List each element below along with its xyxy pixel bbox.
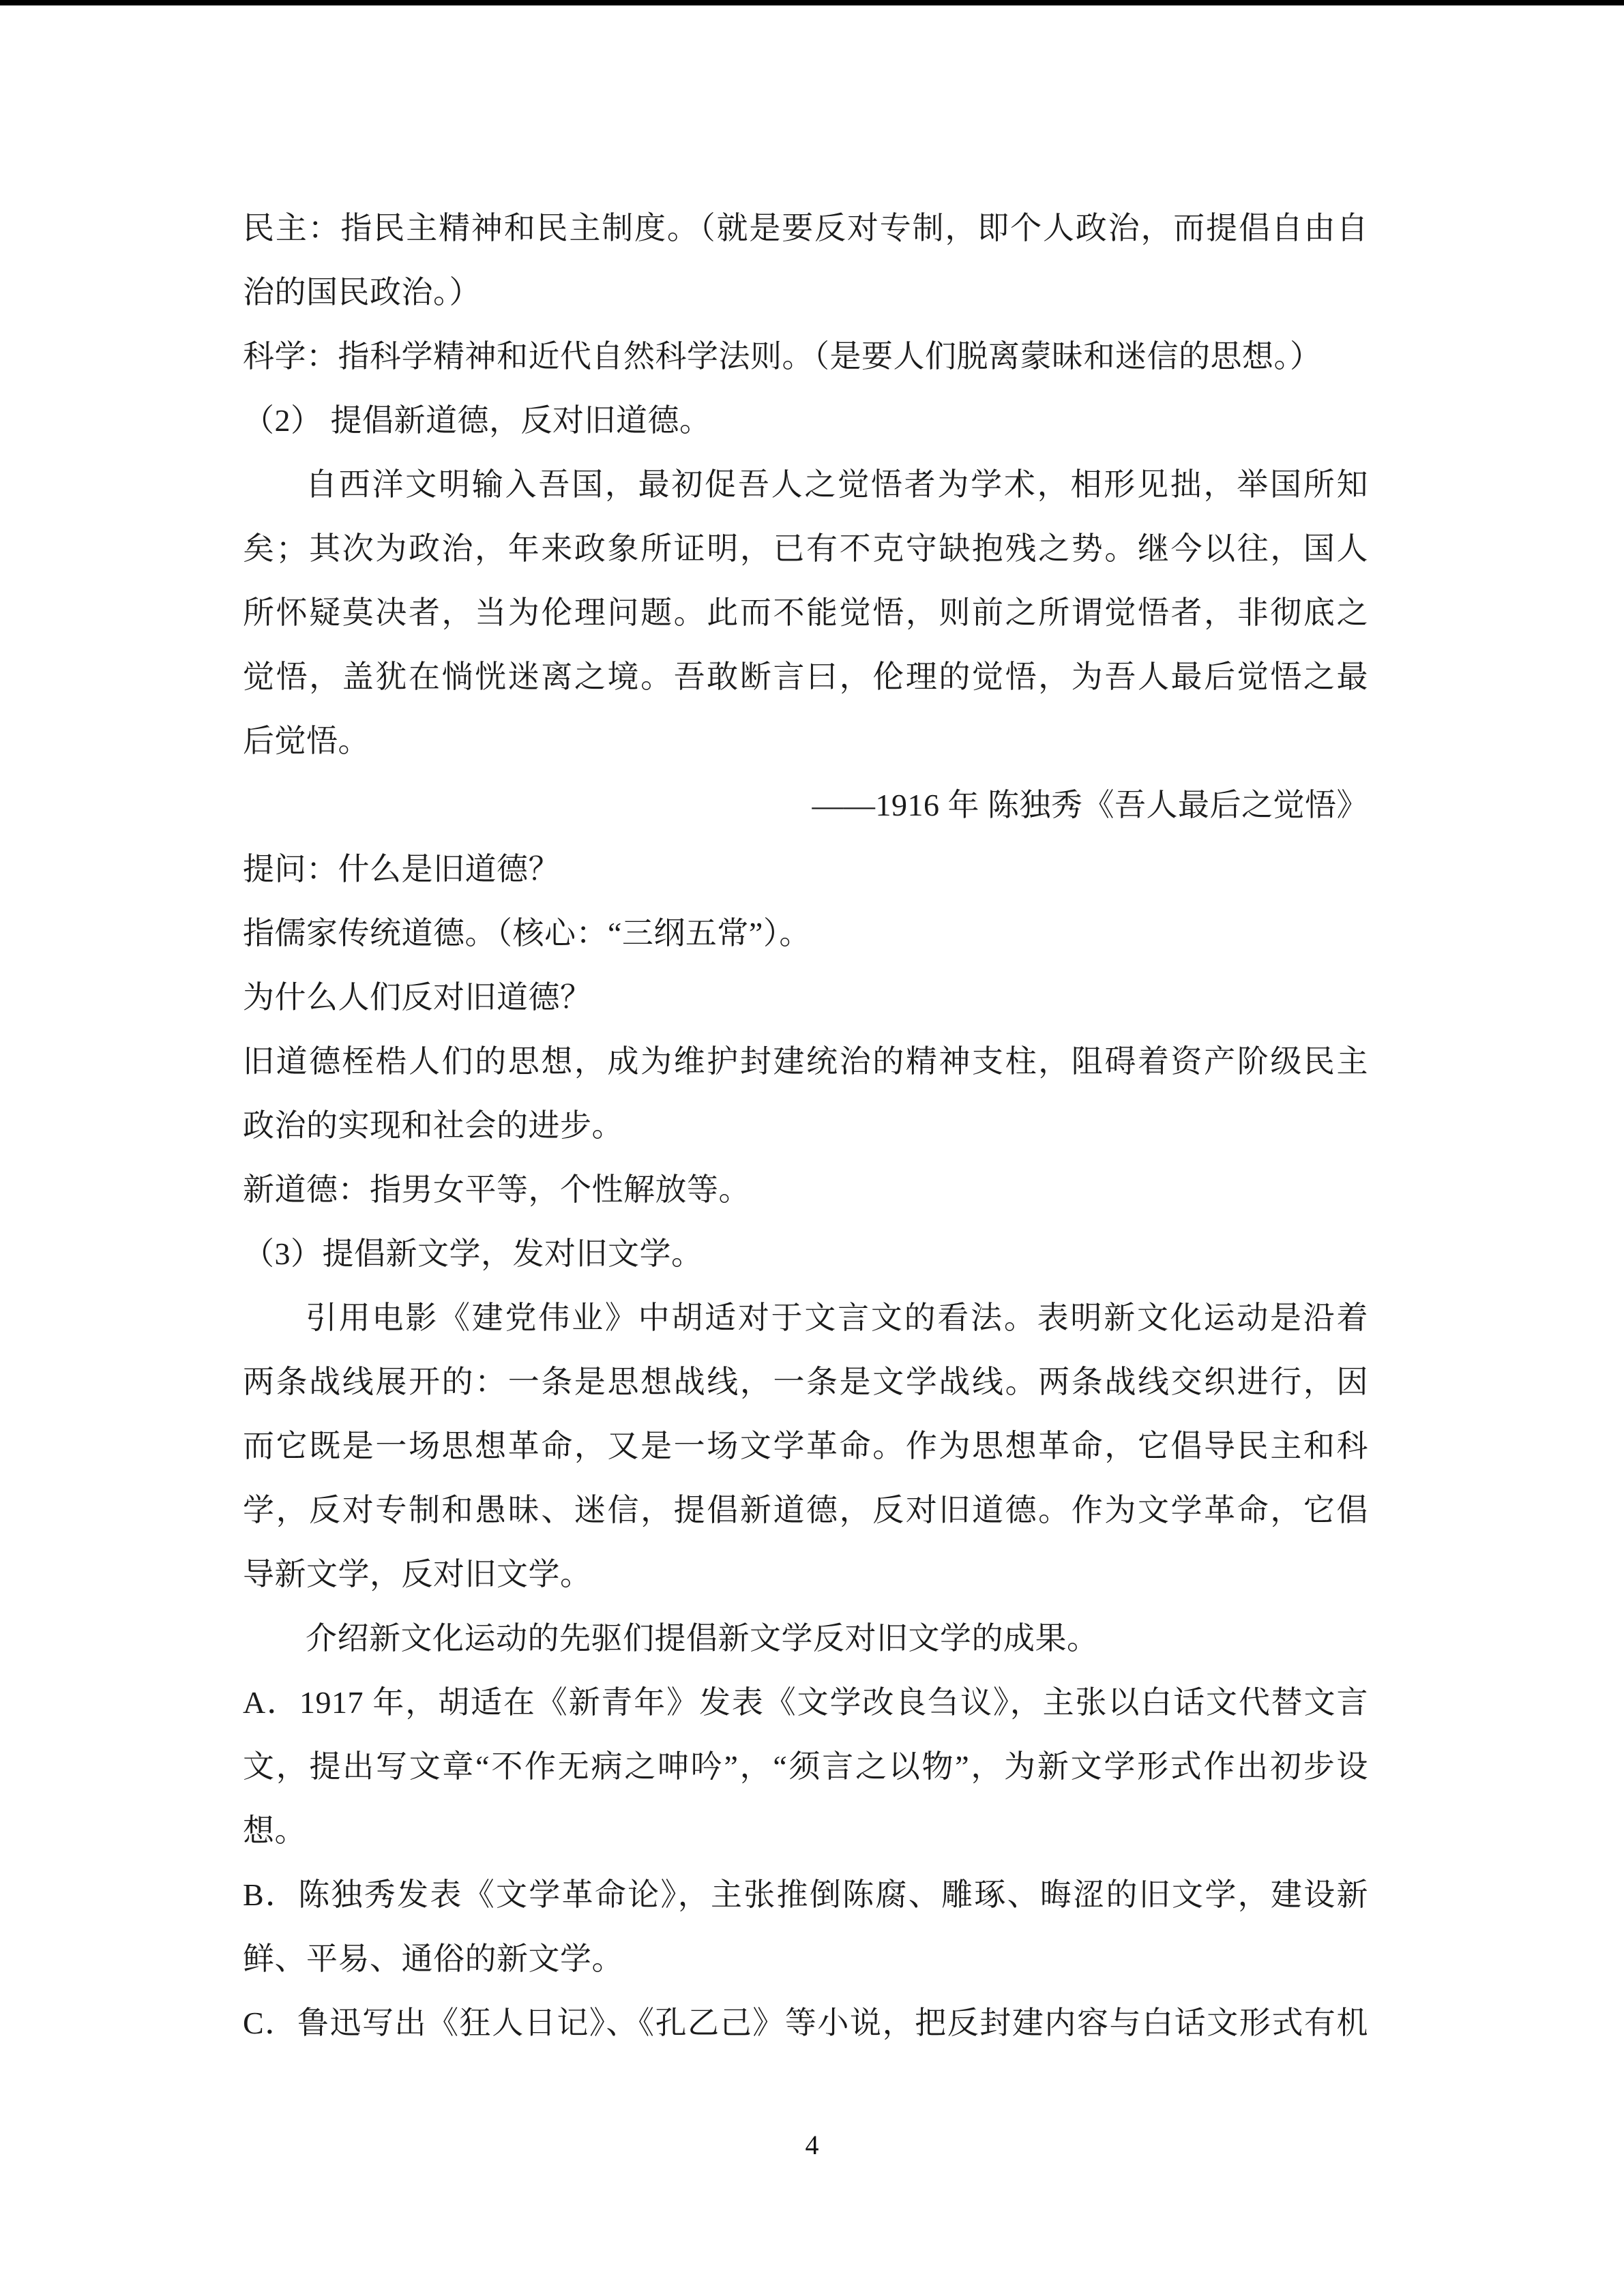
- text-line: A．1917 年，胡适在《新青年》发表《文学改良刍议》，主张以白话文代替文言: [243, 1685, 1368, 1720]
- text-line: 指儒家传统道德。（核心：“三纲五常”）。: [243, 916, 811, 951]
- text-line: B．陈独秀发表《文学革命论》，主张推倒陈腐、雕琢、晦涩的旧文学，建设新: [243, 1877, 1368, 1912]
- text-line: ——1916 年 陈独秀《吾人最后之觉悟》: [812, 788, 1368, 822]
- text-line: 两条战线展开的：一条是思想战线，一条是文学战线。两条战线交织进行，因: [243, 1365, 1368, 1399]
- text-line: 介绍新文化运动的先驱们提倡新文学反对旧文学的成果。: [306, 1621, 1099, 1656]
- text-line: 旧道德桎梏人们的思想，成为维护封建统治的精神支柱，阻碍着资产阶级民主: [243, 1044, 1368, 1079]
- text-line: 文，提出写文章“不作无病之呻吟”，“须言之以物”，为新文学形式作出初步设: [243, 1749, 1368, 1784]
- text-line: 想。: [243, 1813, 306, 1848]
- page-top-border: [0, 0, 1624, 5]
- text-line: 鲜、平易、通俗的新文学。: [243, 1941, 623, 1976]
- text-line: 为什么人们反对旧道德？: [243, 980, 592, 1015]
- text-line: 而它既是一场思想革命，又是一场文学革命。作为思想革命，它倡导民主和科: [243, 1429, 1368, 1463]
- text-line: 新道德：指男女平等，个性解放等。: [243, 1172, 750, 1207]
- text-line: （3）提倡新文学，发对旧文学。: [243, 1236, 703, 1271]
- text-line: 学，反对专制和愚昧、迷信，提倡新道德，反对旧道德。作为文学革命，它倡: [243, 1493, 1368, 1527]
- page-number: 4: [805, 2130, 819, 2160]
- text-line: 导新文学，反对旧文学。: [243, 1557, 592, 1592]
- text-block: [243, 196, 1368, 2055]
- text-line: （2） 提倡新道德，反对旧道德。: [243, 403, 711, 438]
- text-line: 引用电影《建党伟业》中胡适对于文言文的看法。表明新文化运动是沿着: [306, 1300, 1368, 1335]
- text-line: 自西洋文明输入吾国，最初促吾人之觉悟者为学术，相形见拙，举国所知: [306, 467, 1368, 502]
- text-line: 科学：指科学精神和近代自然科学法则。（是要人们脱离蒙昧和迷信的思想。）: [243, 339, 1322, 374]
- text-line: 后觉悟。: [243, 724, 370, 758]
- text-line: 政治的实现和社会的进步。: [243, 1108, 623, 1143]
- text-line: 民主：指民主精神和民主制度。（就是要反对专制，即个人政治，而提倡自由自: [243, 211, 1368, 245]
- text-line: 矣；其次为政治，年来政象所证明，已有不克守缺抱残之势。继今以往，国人: [243, 531, 1368, 566]
- text-line: 觉悟，盖犹在惝恍迷离之境。吾敢断言曰，伦理的觉悟，为吾人最后觉悟之最: [243, 659, 1368, 694]
- text-line: 所怀疑莫决者，当为伦理问题。此而不能觉悟，则前之所谓觉悟者，非彻底之: [243, 595, 1368, 630]
- text-line: 治的国民政治。）: [243, 275, 481, 310]
- text-line: C．鲁迅写出《狂人日记》、《孔乙己》等小说，把反封建内容与白话文形式有机: [243, 2006, 1368, 2040]
- text-line: 提问：什么是旧道德？: [243, 852, 560, 886]
